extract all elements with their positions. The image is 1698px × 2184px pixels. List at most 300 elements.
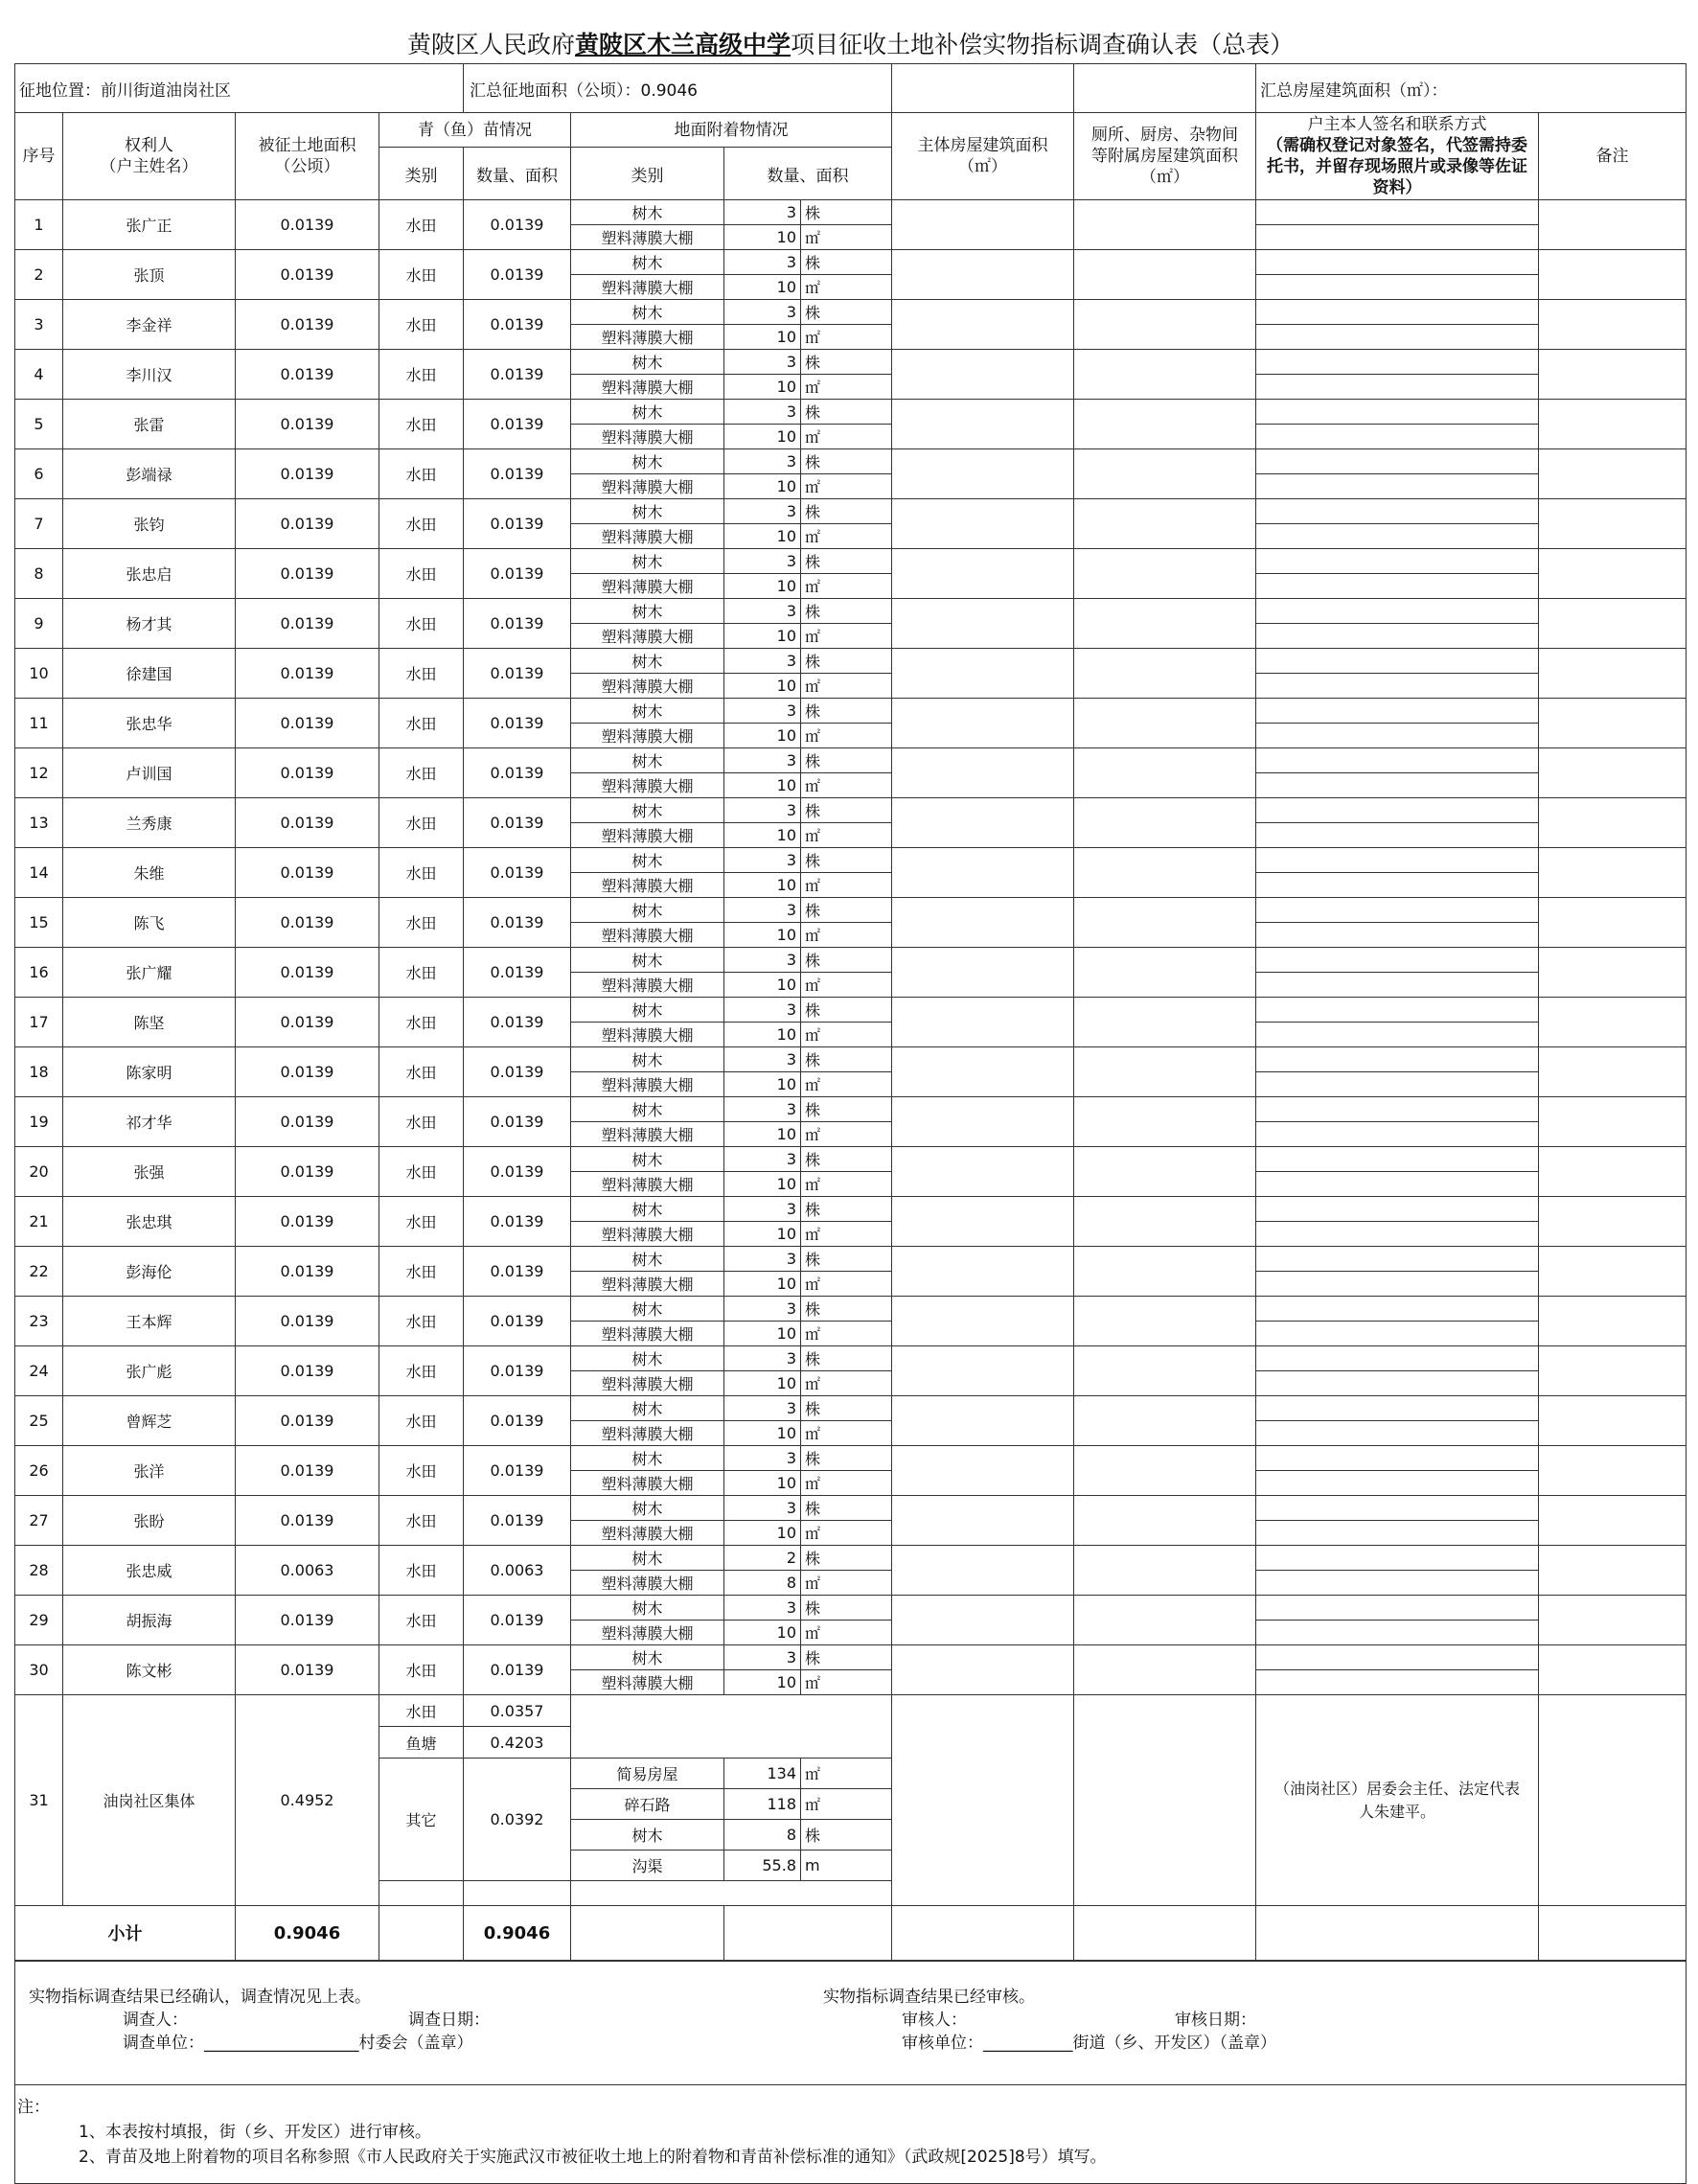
- attach-type-shed: 塑料薄膜大棚: [571, 325, 724, 350]
- attach-type-tree: 树木: [571, 1596, 724, 1621]
- remark-cell: [1539, 998, 1687, 1047]
- crop-qty: 0.0139: [464, 1247, 571, 1297]
- land-area: 0.0139: [236, 1645, 379, 1695]
- crop-type: 水田: [379, 549, 464, 599]
- land-area: 0.0139: [236, 1596, 379, 1645]
- note-2: 2、青苗及地上附着物的项目名称参照《市人民政府关于实施武汉市被征收土地上的附着物和青苗补偿标准的通知》（武政规[2025]8号）填写。: [79, 2148, 1107, 2167]
- signature-cell: [1256, 1471, 1539, 1496]
- signature-cell: [1256, 275, 1539, 300]
- attach-unit-shed: ㎡: [801, 425, 892, 449]
- land-area: 0.0139: [236, 449, 379, 499]
- attach-type-shed: 塑料薄膜大棚: [571, 873, 724, 898]
- signature-cell: [1256, 1396, 1539, 1421]
- attach-type-shed: 塑料薄膜大棚: [571, 923, 724, 948]
- attach-qty-shed: 10: [724, 1172, 801, 1197]
- header-remark: 备注: [1539, 113, 1687, 200]
- signature-cell: [1256, 400, 1539, 425]
- header-attach: 地面附着物情况: [571, 113, 892, 148]
- attach-unit-shed: ㎡: [801, 973, 892, 998]
- attach-qty-shed: 8: [724, 1571, 801, 1596]
- row-no: 21: [15, 1197, 63, 1247]
- main-house-area: [892, 848, 1074, 898]
- attach-type-tree: 树木: [571, 1446, 724, 1471]
- main-house-area: [892, 1596, 1074, 1645]
- crop-qty: 0.0139: [464, 1197, 571, 1247]
- signature-cell: [1256, 1645, 1539, 1670]
- row-no: 14: [15, 848, 63, 898]
- signature-cell: [1256, 1421, 1539, 1446]
- row-no: 17: [15, 998, 63, 1047]
- signature-cell: [1256, 1596, 1539, 1621]
- aux-house-area: [1074, 1695, 1256, 1906]
- table-row: [15, 549, 1687, 574]
- remark-cell: [1539, 699, 1687, 748]
- attach-qty-shed: 10: [724, 325, 801, 350]
- remark-cell: [1539, 1097, 1687, 1147]
- crop-type: 水田: [379, 200, 464, 250]
- row-no: 22: [15, 1247, 63, 1297]
- header-aux-line3: （㎡）: [1140, 168, 1189, 187]
- owner-name: 陈飞: [63, 898, 236, 948]
- remark-cell: [1539, 350, 1687, 400]
- owner-name: 李金祥: [63, 300, 236, 350]
- attach-qty-tree: 3: [724, 250, 801, 275]
- signature-cell: [1256, 1496, 1539, 1521]
- total-land-field: 汇总征地面积（公顷）：0.9046: [464, 64, 892, 113]
- attach-type-tree: 树木: [571, 1496, 724, 1521]
- attach-unit-tree: 株: [801, 1546, 892, 1571]
- notes-label: 注：: [17, 2098, 50, 2117]
- land-area: 0.0139: [236, 1297, 379, 1346]
- attach-unit-shed: ㎡: [801, 1322, 892, 1346]
- remark-cell: [1539, 1645, 1687, 1695]
- crop-type: 水田: [379, 1496, 464, 1546]
- crop-type: 水田: [379, 1197, 464, 1247]
- aux-house-area: [1074, 649, 1256, 699]
- attach-unit-tree: 株: [801, 1346, 892, 1371]
- land-area: 0.0139: [236, 1247, 379, 1297]
- main-house-area: [892, 400, 1074, 449]
- header-owner-line2: （户主姓名）: [100, 157, 198, 176]
- main-house-area: [892, 1645, 1074, 1695]
- attach-qty-shed: 10: [724, 1471, 801, 1496]
- remark-cell: [1539, 400, 1687, 449]
- main-house-area: [892, 1147, 1074, 1197]
- table-row: [15, 748, 1687, 773]
- attach-unit-tree: 株: [801, 300, 892, 325]
- attach-type-shed: 塑料薄膜大棚: [571, 1072, 724, 1097]
- header-row-1: [15, 113, 1687, 148]
- aux-house-area: [1074, 599, 1256, 649]
- main-house-area: [892, 250, 1074, 300]
- land-area: 0.0139: [236, 699, 379, 748]
- header-sign-line2: （需确权登记对象签名，代签需持委托书，并留存现场照片或录像等佐证资料）: [1267, 136, 1527, 197]
- crop-type: 水田: [379, 400, 464, 449]
- owner-name: 祁才华: [63, 1097, 236, 1147]
- owner-name: 张广耀: [63, 948, 236, 998]
- attach-qty-shed: 10: [724, 1023, 801, 1047]
- signature-cell: [1256, 350, 1539, 375]
- main-house-area: [892, 1297, 1074, 1346]
- attach-unit-shed: ㎡: [801, 1670, 892, 1695]
- remark-cell: [1539, 898, 1687, 948]
- land-area: 0.0139: [236, 948, 379, 998]
- signature-cell: [1256, 699, 1539, 724]
- land-area: 0.0139: [236, 350, 379, 400]
- table-row: [15, 848, 1687, 873]
- aux-house-area: [1074, 499, 1256, 549]
- attach-qty-tree: 3: [724, 1596, 801, 1621]
- attach-unit-tree: 株: [801, 649, 892, 674]
- signature-cell: [1256, 1346, 1539, 1371]
- attach-qty-shed: 10: [724, 873, 801, 898]
- land-area: 0.4952: [236, 1695, 379, 1906]
- attach-unit-shed: ㎡: [801, 1023, 892, 1047]
- row-no: 10: [15, 649, 63, 699]
- crop-qty: 0.0139: [464, 1446, 571, 1496]
- attach-type-tree: 树木: [571, 1197, 724, 1222]
- main-house-area: [892, 1346, 1074, 1396]
- attach-qty-shed: 10: [724, 724, 801, 748]
- attach-qty-tree: 3: [724, 599, 801, 624]
- row-no: 18: [15, 1047, 63, 1097]
- row-no: 1: [15, 200, 63, 250]
- signature-cell: [1256, 1072, 1539, 1097]
- attach-type-shed: 塑料薄膜大棚: [571, 1521, 724, 1546]
- signature-cell: [1256, 1247, 1539, 1272]
- attach-qty-tree: 3: [724, 1147, 801, 1172]
- aux-house-area: [1074, 1197, 1256, 1247]
- crop-qty: 0.0392: [464, 1759, 571, 1881]
- signature-cell: [1256, 1122, 1539, 1147]
- attach-type-tree: 树木: [571, 998, 724, 1023]
- attach-qty-tree: 3: [724, 200, 801, 225]
- crop-type: 水田: [379, 1297, 464, 1346]
- aux-house-area: [1074, 699, 1256, 748]
- attach-type: 树木: [571, 1820, 724, 1851]
- footer-table: [14, 1961, 1687, 2184]
- signature-cell: [1256, 599, 1539, 624]
- attach-type-tree: 树木: [571, 599, 724, 624]
- attach-qty-tree: 3: [724, 499, 801, 524]
- crop-type: 水田: [379, 1047, 464, 1097]
- crop-qty: 0.0139: [464, 549, 571, 599]
- table-row: [15, 998, 1687, 1023]
- remark-cell: [1539, 1446, 1687, 1496]
- header-aux-house: [1074, 113, 1256, 200]
- attach-qty-shed: 10: [724, 1322, 801, 1346]
- crop-type: 水田: [379, 350, 464, 400]
- signature-cell: [1256, 250, 1539, 275]
- aux-house-area: [1074, 1446, 1256, 1496]
- row-no: 31: [15, 1695, 63, 1906]
- owner-name: 张洋: [63, 1446, 236, 1496]
- row-no: 8: [15, 549, 63, 599]
- attach-type-shed: 塑料薄膜大棚: [571, 275, 724, 300]
- crop-qty: 0.0139: [464, 1346, 571, 1396]
- table-row: [15, 1297, 1687, 1322]
- row-no: 13: [15, 798, 63, 848]
- main-house-area: [892, 1695, 1074, 1906]
- row-no: 9: [15, 599, 63, 649]
- attach-qty-tree: 3: [724, 1346, 801, 1371]
- main-house-area: [892, 1496, 1074, 1546]
- attach-type-tree: 树木: [571, 1147, 724, 1172]
- table-row: [15, 1496, 1687, 1521]
- header-attach-qty: 数量、面积: [724, 148, 892, 200]
- aux-house-area: [1074, 549, 1256, 599]
- attach-qty-shed: 10: [724, 1072, 801, 1097]
- crop-type: 其它: [379, 1759, 464, 1881]
- attach-type-shed: 塑料薄膜大棚: [571, 1621, 724, 1645]
- attach-unit-shed: ㎡: [801, 474, 892, 499]
- remark-cell: [1539, 798, 1687, 848]
- remark-cell: [1539, 1695, 1687, 1906]
- attach-type-tree: 树木: [571, 798, 724, 823]
- land-area: 0.0139: [236, 998, 379, 1047]
- attach-unit-shed: ㎡: [801, 1571, 892, 1596]
- remark-cell: [1539, 250, 1687, 300]
- collective-signature: （油岗社区）居委会主任、法定代表人朱建平。: [1256, 1695, 1539, 1906]
- crop-qty: 0.0139: [464, 1496, 571, 1546]
- aux-house-area: [1074, 250, 1256, 300]
- attach-unit-shed: ㎡: [801, 225, 892, 250]
- row-no: 24: [15, 1346, 63, 1396]
- attach-unit: ㎡: [801, 1789, 892, 1820]
- header-signature: [1256, 113, 1539, 200]
- attach-qty-tree: 3: [724, 1097, 801, 1122]
- attach-qty-shed: 10: [724, 773, 801, 798]
- header-owner-line1: 权利人: [125, 136, 173, 155]
- remark-cell: [1539, 499, 1687, 549]
- attach-type-tree: 树木: [571, 449, 724, 474]
- attach-qty-shed: 10: [724, 1122, 801, 1147]
- attach-unit-shed: ㎡: [801, 1521, 892, 1546]
- attach-type: 碎石路: [571, 1789, 724, 1820]
- signature-cell: [1256, 524, 1539, 549]
- table-row: [15, 1147, 1687, 1172]
- attach-unit-shed: ㎡: [801, 1621, 892, 1645]
- aux-house-area: [1074, 1645, 1256, 1695]
- header-main-house: [892, 113, 1074, 200]
- survey-date-label: 调查日期：: [408, 2011, 490, 2030]
- attach-qty-tree: 3: [724, 350, 801, 375]
- attach-unit-tree: 株: [801, 1596, 892, 1621]
- attach-unit-shed: ㎡: [801, 375, 892, 400]
- attach-qty-shed: 10: [724, 275, 801, 300]
- crop-qty: 0.0139: [464, 748, 571, 798]
- signature-cell: [1256, 1197, 1539, 1222]
- aux-house-area: [1074, 1496, 1256, 1546]
- subtotal-aux-house: [1074, 1906, 1256, 1961]
- collective-row-1: [15, 1695, 1687, 1727]
- crop-type: 水田: [379, 699, 464, 748]
- signature-cell: [1256, 649, 1539, 674]
- attach-qty-shed: 10: [724, 1222, 801, 1247]
- crop-qty: 0.0139: [464, 250, 571, 300]
- location-field: 征地位置：前川街道油岗社区: [15, 64, 464, 113]
- signature-cell: [1256, 798, 1539, 823]
- crop-type: 水田: [379, 449, 464, 499]
- crop-type: 水田: [379, 649, 464, 699]
- attach-unit-shed: ㎡: [801, 275, 892, 300]
- attach-type-tree: 树木: [571, 200, 724, 225]
- land-area: 0.0139: [236, 400, 379, 449]
- attach-qty-shed: 10: [724, 425, 801, 449]
- attach-type-shed: 塑料薄膜大棚: [571, 624, 724, 649]
- signature-cell: [1256, 1521, 1539, 1546]
- row-no: 20: [15, 1147, 63, 1197]
- crop-qty: 0.0139: [464, 499, 571, 549]
- signature-cell: [1256, 1446, 1539, 1471]
- attach-type-tree: 树木: [571, 848, 724, 873]
- attach-qty-shed: 10: [724, 1621, 801, 1645]
- remark-cell: [1539, 449, 1687, 499]
- attach-type-tree: 树木: [571, 350, 724, 375]
- title-suffix: 项目征收土地补偿实物指标调查确认表（总表）: [791, 31, 1295, 58]
- remark-cell: [1539, 1047, 1687, 1097]
- land-area: 0.0139: [236, 1197, 379, 1247]
- attach-type-tree: 树木: [571, 898, 724, 923]
- land-area: 0.0139: [236, 1047, 379, 1097]
- review-unit-label: 审核单位：: [902, 2034, 983, 2053]
- attach-qty-shed: 10: [724, 225, 801, 250]
- signature-cell: [1256, 499, 1539, 524]
- remark-cell: [1539, 1297, 1687, 1346]
- confirm-row: [15, 1962, 1687, 2085]
- header-land-line2: （公顷）: [274, 157, 340, 176]
- main-house-area: [892, 1197, 1074, 1247]
- subtotal-row: [15, 1906, 1687, 1961]
- attach-unit-shed: ㎡: [801, 574, 892, 599]
- crop-qty: 0.0139: [464, 998, 571, 1047]
- crop-qty: 0.0139: [464, 449, 571, 499]
- survey-unit-line: [123, 2029, 473, 2053]
- attach-unit-tree: 株: [801, 748, 892, 773]
- crop-type: 水田: [379, 1546, 464, 1596]
- crop-qty: 0.0139: [464, 699, 571, 748]
- notes-section: [15, 2085, 1687, 2184]
- attach-type-tree: 树木: [571, 250, 724, 275]
- attach-type-shed: 塑料薄膜大棚: [571, 1571, 724, 1596]
- attach-unit-tree: 株: [801, 1097, 892, 1122]
- table-row: [15, 250, 1687, 275]
- signature-cell: [1256, 1147, 1539, 1172]
- signature-cell: [1256, 948, 1539, 973]
- main-house-area: [892, 948, 1074, 998]
- aux-house-area: [1074, 798, 1256, 848]
- attach-qty: 118: [724, 1789, 801, 1820]
- attach-qty-tree: 3: [724, 449, 801, 474]
- attach-qty-tree: 3: [724, 998, 801, 1023]
- remark-cell: [1539, 1247, 1687, 1297]
- survey-unit-suffix: 村委会（盖章）: [358, 2034, 473, 2053]
- attach-qty-shed: 10: [724, 1371, 801, 1396]
- attach-type-shed: 塑料薄膜大棚: [571, 1421, 724, 1446]
- table-row: [15, 649, 1687, 674]
- info-row: [15, 64, 1687, 113]
- attach-qty-tree: 3: [724, 649, 801, 674]
- info-blank-2: [1074, 64, 1256, 113]
- crop-qty: 0.0139: [464, 798, 571, 848]
- owner-name: 卢训国: [63, 748, 236, 798]
- signature-cell: [1256, 1047, 1539, 1072]
- crop-type: 水田: [379, 599, 464, 649]
- table-row: [15, 300, 1687, 325]
- row-no: 25: [15, 1396, 63, 1446]
- owner-name: 张顶: [63, 250, 236, 300]
- crop-qty: 0.0139: [464, 400, 571, 449]
- attach-unit-tree: 株: [801, 449, 892, 474]
- crop-type: 水田: [379, 499, 464, 549]
- attach-unit-shed: ㎡: [801, 1371, 892, 1396]
- attach-qty-shed: 10: [724, 574, 801, 599]
- remark-cell: [1539, 200, 1687, 250]
- confirm-section: [15, 1962, 1687, 2085]
- form-title: [15, 23, 1687, 64]
- title-prefix: 黄陂区人民政府: [407, 31, 576, 58]
- owner-name: 徐建国: [63, 649, 236, 699]
- title-row: [15, 23, 1687, 64]
- attach-unit-shed: ㎡: [801, 1072, 892, 1097]
- signature-cell: [1256, 1322, 1539, 1346]
- table-row: [15, 1346, 1687, 1371]
- table-row: [15, 1047, 1687, 1072]
- owner-name: 彭海伦: [63, 1247, 236, 1297]
- signature-cell: [1256, 773, 1539, 798]
- table-row: [15, 449, 1687, 474]
- owner-name: 张忠启: [63, 549, 236, 599]
- aux-house-area: [1074, 1546, 1256, 1596]
- attach-qty-tree: 3: [724, 1197, 801, 1222]
- attach-unit-shed: ㎡: [801, 724, 892, 748]
- crop-type: 水田: [379, 1346, 464, 1396]
- land-area: 0.0139: [236, 1097, 379, 1147]
- main-house-area: [892, 1446, 1074, 1496]
- signature-cell: [1256, 823, 1539, 848]
- land-area: 0.0139: [236, 1396, 379, 1446]
- land-area: 0.0139: [236, 649, 379, 699]
- crop-qty: 0.0139: [464, 898, 571, 948]
- remark-cell: [1539, 549, 1687, 599]
- attach-type-shed: 塑料薄膜大棚: [571, 1670, 724, 1695]
- subtotal-attach-type: [571, 1906, 724, 1961]
- header-aux-line2: 等附属房屋建筑面积: [1091, 147, 1238, 166]
- attach-type-tree: 树木: [571, 1297, 724, 1322]
- attach-type-tree: 树木: [571, 649, 724, 674]
- confirm-left-line1: 实物指标调查结果已经确认，调查情况见上表。: [29, 1988, 371, 2007]
- row-no: 12: [15, 748, 63, 798]
- crop-type: 水田: [379, 1645, 464, 1695]
- aux-house-area: [1074, 1596, 1256, 1645]
- crop-qty: 0.0139: [464, 1645, 571, 1695]
- surveyor-label: 调查人：: [123, 2011, 188, 2030]
- aux-house-area: [1074, 848, 1256, 898]
- attach-type-tree: 树木: [571, 1097, 724, 1122]
- attach-type-tree: 树木: [571, 1247, 724, 1272]
- attach-type-tree: 树木: [571, 1645, 724, 1670]
- header-crop-type: 类别: [379, 148, 464, 200]
- aux-house-area: [1074, 300, 1256, 350]
- attach-unit-tree: 株: [801, 1247, 892, 1272]
- table-row: [15, 1197, 1687, 1222]
- attach-unit-tree: 株: [801, 1047, 892, 1072]
- attach-type-shed: 塑料薄膜大棚: [571, 574, 724, 599]
- table-row: [15, 898, 1687, 923]
- attach-qty-shed: 10: [724, 524, 801, 549]
- attach-qty-shed: 10: [724, 674, 801, 699]
- attach-qty-shed: 10: [724, 923, 801, 948]
